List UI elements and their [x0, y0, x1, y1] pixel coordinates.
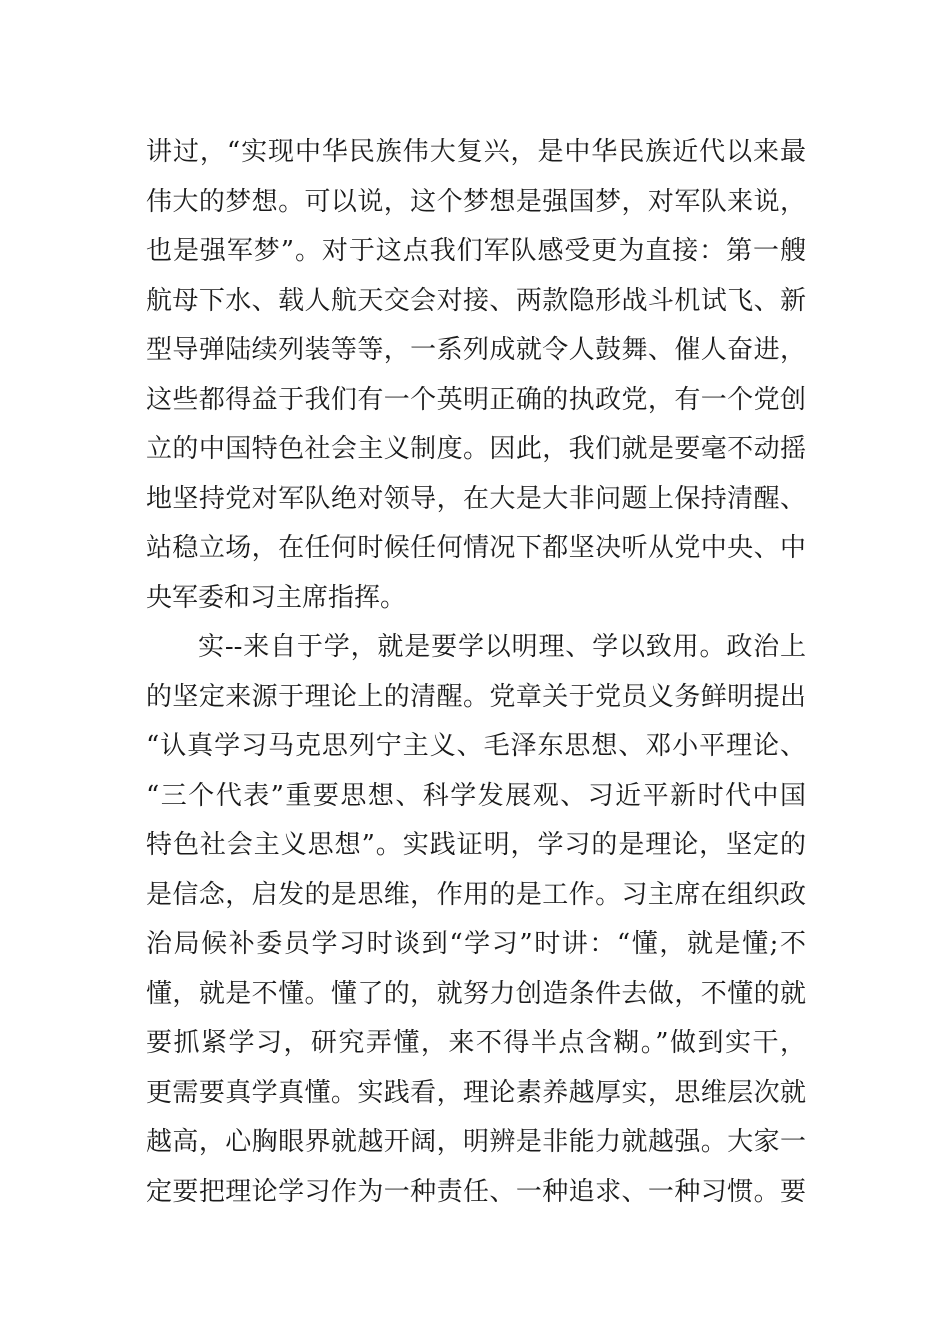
paragraph-line-14: “三个代表”重要思想、科学发展观、习近平新时代中国 — [146, 780, 806, 811]
paragraph-line-15: 特色社会主义思想”。实践证明，学习的是理论，坚定的 — [146, 830, 806, 860]
paragraph-line-3: 也是强军梦”。对于这点我们军队感受更为直接：第一艘 — [146, 236, 806, 266]
paragraph-line-11: 实--来自于学，就是要学以明理、学以致用。政治上 — [198, 632, 806, 662]
paragraph-line-10: 央军委和习主席指挥。 — [146, 582, 407, 613]
paragraph-line-19: 要抓紧学习，研究弄懂，来不得半点含糊。”做到实干， — [146, 1028, 806, 1058]
paragraph-line-7: 立的中国特色社会主义制度。因此，我们就是要毫不动摇 — [146, 434, 806, 464]
paragraph-line-16: 是信念，启发的是思维，作用的是工作。习主席在组织政 — [146, 879, 806, 910]
paragraph-line-17: 治局候补委员学习时谈到“学习”时讲：“懂，就是懂;不 — [146, 929, 806, 959]
paragraph-line-2: 伟大的梦想。可以说，这个梦想是强国梦，对军队来说， — [146, 186, 806, 217]
paragraph-line-18: 懂，就是不懂。懂了的，就努力创造条件去做，不懂的就 — [146, 978, 806, 1009]
document-body — [146, 128, 806, 1217]
paragraph-line-4: 航母下水、载人航天交会对接、两款隐形战斗机试飞、新 — [146, 285, 806, 316]
paragraph-line-22: 定要把理论学习作为一种责任、一种追求、一种习惯。要 — [146, 1176, 806, 1207]
paragraph-line-13: “认真学习马克思列宁主义、毛泽东思想、邓小平理论、 — [146, 731, 806, 761]
paragraph-line-9: 站稳立场，在任何时候任何情况下都坚决听从党中央、中 — [146, 533, 806, 563]
paragraph-line-1: 讲过，“实现中华民族伟大复兴，是中华民族近代以来最 — [146, 137, 806, 167]
paragraph-line-5: 型导弹陆续列装等等，一系列成就令人鼓舞、催人奋进， — [146, 335, 806, 365]
paragraph-line-6: 这些都得益于我们有一个英明正确的执政党，有一个党创 — [146, 384, 806, 415]
paragraph-line-12: 的坚定来源于理论上的清醒。党章关于党员义务鲜明提出 — [146, 681, 806, 712]
paragraph-line-20: 更需要真学真懂。实践看，理论素养越厚实，思维层次就 — [146, 1077, 806, 1108]
paragraph-line-8: 地坚持党对军队绝对领导，在大是大非问题上保持清醒、 — [146, 483, 806, 514]
paragraph-line-21: 越高，心胸眼界就越开阔，明辨是非能力就越强。大家一 — [146, 1127, 806, 1157]
